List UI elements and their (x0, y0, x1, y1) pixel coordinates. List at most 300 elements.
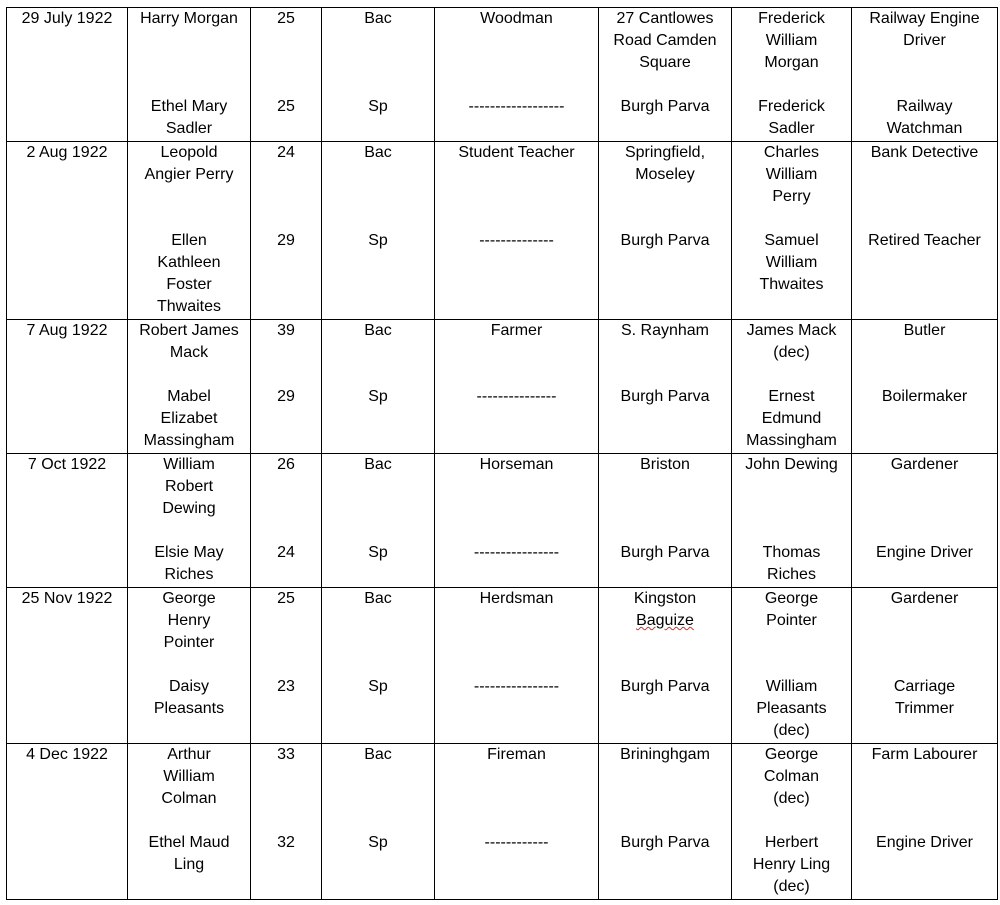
age-cell (251, 8, 322, 142)
line-spacer (437, 74, 596, 96)
line-spacer (253, 610, 319, 632)
bride-father-occupation-line: Boilermaker (881, 388, 968, 405)
marriage-date: 7 Oct 1922 (27, 456, 107, 473)
condition-cell (322, 744, 435, 900)
bride-father-occupation-line: Trimmer (895, 700, 954, 717)
bride-residence-line: Burgh Parva (620, 678, 710, 695)
groom-name (130, 8, 248, 30)
line-spacer (854, 186, 995, 208)
condition-cell (322, 454, 435, 588)
line-spacer (437, 52, 596, 74)
line-spacer (854, 766, 995, 788)
name-cell (128, 320, 251, 454)
groom-condition (324, 744, 432, 766)
marriage-date-cell (7, 588, 128, 744)
groom-father (734, 8, 849, 74)
line-spacer (130, 30, 248, 52)
groom-condition (324, 8, 432, 30)
bride-father (734, 542, 849, 586)
bride-condition (324, 832, 432, 854)
line-spacer (437, 654, 596, 676)
groom-father-line: John Dewing (745, 456, 838, 473)
bride-father-occupation-line: Watchman (886, 120, 963, 137)
marriage-register-table (6, 7, 998, 900)
bride-condition-line: Sp (368, 232, 388, 249)
bride-name (130, 386, 248, 452)
father-name-cell (732, 454, 852, 588)
bride-occupation-line: ------------------ (468, 98, 565, 115)
groom-residence-line: Road Camden (613, 32, 717, 49)
bride-age (253, 230, 319, 252)
bride-name-line: Pleasants (153, 700, 225, 717)
line-spacer (324, 520, 432, 542)
line-spacer (734, 632, 849, 654)
groom-age (253, 8, 319, 30)
bride-father-line: William (765, 678, 818, 695)
line-spacer (854, 476, 995, 498)
line-spacer (324, 74, 432, 96)
groom-father-line: George (764, 590, 819, 607)
line-spacer (437, 208, 596, 230)
bride-residence (601, 386, 729, 408)
bride-age (253, 386, 319, 408)
groom-father (734, 588, 849, 632)
groom-father-occupation-line: Railway Engine (869, 10, 980, 27)
bride-name-line: Thwaites (156, 298, 222, 315)
line-spacer (253, 52, 319, 74)
groom-father-occupation-line: Bank Detective (870, 144, 979, 161)
bride-residence-line: Burgh Parva (620, 388, 710, 405)
groom-father-occupation (854, 8, 995, 52)
groom-name-line: Harry Morgan (140, 10, 238, 27)
groom-residence (601, 320, 729, 342)
groom-occupation (437, 320, 596, 342)
line-spacer (130, 520, 248, 542)
line-spacer (854, 498, 995, 520)
groom-condition-line: Bac (364, 322, 392, 339)
groom-father-occupation (854, 454, 995, 476)
groom-residence-line: Baguize (636, 612, 694, 629)
line-spacer (324, 654, 432, 676)
line-spacer (437, 610, 596, 632)
groom-name-line: Dewing (162, 500, 216, 517)
line-spacer (437, 788, 596, 810)
bride-father-line: (dec) (773, 722, 810, 739)
bride-father (734, 386, 849, 452)
bride-condition-line: Sp (368, 98, 388, 115)
bride-occupation (437, 386, 596, 408)
line-spacer (854, 342, 995, 364)
bride-father-occupation-line: Railway (896, 98, 953, 115)
name-cell (128, 744, 251, 900)
line-spacer (253, 810, 319, 832)
line-spacer (130, 810, 248, 832)
age-cell (251, 744, 322, 900)
line-spacer (324, 766, 432, 788)
groom-age-line: 25 (277, 590, 295, 607)
groom-father-line: (dec) (773, 344, 810, 361)
bride-age (253, 542, 319, 564)
bride-age-line: 32 (277, 834, 295, 851)
groom-residence-line: Square (639, 54, 691, 71)
bride-father (734, 676, 849, 742)
groom-age-line: 33 (277, 746, 295, 763)
occupation-cell (435, 8, 599, 142)
line-spacer (130, 654, 248, 676)
bride-father-line: Edmund (761, 410, 822, 427)
marriage-date-cell (7, 744, 128, 900)
bride-name-line: Riches (164, 566, 214, 583)
line-spacer (253, 364, 319, 386)
bride-father-line: Henry Ling (752, 856, 831, 873)
bride-name-line: Foster (166, 276, 212, 293)
line-spacer (854, 654, 995, 676)
bride-name-line: Kathleen (157, 254, 221, 271)
groom-father-line: William (765, 32, 818, 49)
bride-name-line: Ethel Mary (150, 98, 228, 115)
bride-father-occupation-line: Retired Teacher (868, 232, 981, 249)
line-spacer (130, 364, 248, 386)
bride-condition-line: Sp (368, 388, 388, 405)
bride-age-line: 24 (277, 544, 295, 561)
line-spacer (734, 208, 849, 230)
groom-residence (601, 8, 729, 74)
bride-residence (601, 676, 729, 698)
line-spacer (734, 476, 849, 498)
groom-residence (601, 454, 729, 476)
bride-occupation (437, 230, 596, 252)
register-row (7, 588, 998, 744)
register-row (7, 454, 998, 588)
line-spacer (854, 520, 995, 542)
father-name-cell (732, 320, 852, 454)
groom-condition-line: Bac (364, 456, 392, 473)
bride-condition (324, 542, 432, 564)
bride-name-line: Ethel Maud (148, 834, 230, 851)
groom-name-line: William (163, 456, 215, 473)
bride-occupation (437, 96, 596, 118)
bride-condition-line: Sp (368, 678, 388, 695)
father-occupation-cell (852, 588, 998, 744)
line-spacer (734, 74, 849, 96)
bride-name-line: Mabel (167, 388, 211, 405)
line-spacer (854, 208, 995, 230)
marriage-date: 2 Aug 1922 (26, 144, 108, 161)
name-cell (128, 588, 251, 744)
register-row (7, 320, 998, 454)
groom-age-line: 26 (277, 456, 295, 473)
line-spacer (253, 654, 319, 676)
line-spacer (601, 74, 729, 96)
line-spacer (854, 632, 995, 654)
line-spacer (854, 52, 995, 74)
bride-father-line: Pleasants (756, 700, 827, 717)
line-spacer (854, 810, 995, 832)
occupation-cell (435, 454, 599, 588)
line-spacer (437, 632, 596, 654)
bride-name-line: Sadler (165, 120, 213, 137)
groom-name-line: Robert James (139, 322, 239, 339)
bride-name (130, 230, 248, 318)
residence-cell (599, 744, 732, 900)
line-spacer (130, 208, 248, 230)
line-spacer (437, 342, 596, 364)
line-spacer (253, 476, 319, 498)
groom-father-occupation-line: Farm Labourer (871, 746, 978, 763)
father-occupation-cell (852, 8, 998, 142)
bride-father (734, 230, 849, 296)
groom-name-line: Leopold (160, 144, 218, 161)
groom-condition (324, 588, 432, 610)
groom-father-line: George (764, 746, 819, 763)
bride-residence-line: Burgh Parva (620, 232, 710, 249)
groom-name-line: Henry (167, 612, 211, 629)
residence-cell (599, 142, 732, 320)
groom-residence-line: S. Raynham (620, 322, 710, 339)
groom-condition (324, 454, 432, 476)
line-spacer (253, 766, 319, 788)
father-occupation-cell (852, 454, 998, 588)
register-body (7, 8, 998, 900)
groom-age (253, 744, 319, 766)
groom-residence-line: Brininghgam (620, 746, 710, 763)
line-spacer (437, 364, 596, 386)
groom-age-line: 39 (277, 322, 295, 339)
groom-age (253, 320, 319, 342)
residence-cell (599, 320, 732, 454)
bride-name-line: Daisy (168, 678, 209, 695)
line-spacer (437, 498, 596, 520)
line-spacer (854, 364, 995, 386)
groom-residence-line: Kingston (633, 590, 697, 607)
occupation-cell (435, 320, 599, 454)
bride-father-occupation (854, 542, 995, 564)
line-spacer (854, 164, 995, 186)
groom-residence (601, 588, 729, 632)
groom-father-occupation-line: Butler (903, 322, 946, 339)
bride-father-line: Sadler (768, 120, 815, 137)
bride-condition (324, 230, 432, 252)
bride-father-occupation (854, 96, 995, 140)
groom-father-line: Colman (763, 768, 820, 785)
bride-age (253, 96, 319, 118)
bride-name-line: Ellen (171, 232, 207, 249)
line-spacer (324, 186, 432, 208)
groom-condition (324, 142, 432, 164)
groom-name-line: Colman (161, 790, 217, 807)
bride-age-line: 25 (277, 98, 295, 115)
line-spacer (130, 186, 248, 208)
bride-occupation-line: -------------- (479, 232, 554, 249)
line-spacer (437, 766, 596, 788)
line-spacer (734, 520, 849, 542)
bride-father-line: Ernest (768, 388, 815, 405)
bride-father-occupation (854, 676, 995, 720)
line-spacer (601, 810, 729, 832)
groom-condition-line: Bac (364, 10, 392, 27)
bride-name-line: Elsie May (154, 544, 224, 561)
bride-occupation-line: --------------- (476, 388, 557, 405)
line-spacer (601, 520, 729, 542)
condition-cell (322, 8, 435, 142)
bride-father-occupation (854, 832, 995, 854)
groom-residence (601, 744, 729, 766)
groom-name-line: Robert (164, 478, 214, 495)
groom-name (130, 588, 248, 654)
bride-condition (324, 96, 432, 118)
bride-name (130, 96, 248, 140)
bride-occupation-line: ------------ (484, 834, 549, 851)
groom-name-line: Angier Perry (144, 166, 234, 183)
occupation-cell (435, 142, 599, 320)
bride-age-line: 23 (277, 678, 295, 695)
line-spacer (253, 342, 319, 364)
line-spacer (253, 164, 319, 186)
line-spacer (601, 788, 729, 810)
marriage-date: 29 July 1922 (21, 10, 113, 27)
bride-father-line: (dec) (773, 878, 810, 895)
bride-age-line: 29 (277, 232, 295, 249)
line-spacer (130, 52, 248, 74)
groom-father (734, 142, 849, 208)
groom-occupation (437, 454, 596, 476)
line-spacer (437, 30, 596, 52)
groom-father-occupation (854, 588, 995, 610)
register-row (7, 744, 998, 900)
bride-father-line: Thwaites (759, 276, 824, 293)
groom-condition-line: Bac (364, 590, 392, 607)
groom-name-line: Mack (169, 344, 209, 361)
father-name-cell (732, 142, 852, 320)
line-spacer (437, 186, 596, 208)
line-spacer (324, 498, 432, 520)
groom-occupation-line: Herdsman (479, 590, 554, 607)
bride-occupation-line: ---------------- (473, 544, 560, 561)
bride-father-occupation-line: Engine Driver (876, 834, 973, 851)
groom-father-line: Frederick (758, 10, 825, 27)
name-cell (128, 142, 251, 320)
bride-name (130, 542, 248, 586)
bride-occupation (437, 832, 596, 854)
line-spacer (601, 654, 729, 676)
condition-cell (322, 320, 435, 454)
line-spacer (601, 364, 729, 386)
groom-occupation-line: Horseman (479, 456, 554, 473)
marriage-date: 4 Dec 1922 (26, 746, 108, 763)
bride-residence-line: Burgh Parva (620, 544, 710, 561)
line-spacer (253, 498, 319, 520)
line-spacer (601, 498, 729, 520)
groom-father (734, 320, 849, 364)
groom-father-line: Charles (763, 144, 820, 161)
line-spacer (437, 810, 596, 832)
groom-father-line: Morgan (764, 54, 819, 71)
groom-name-line: William (163, 768, 215, 785)
line-spacer (324, 476, 432, 498)
age-cell (251, 588, 322, 744)
groom-occupation (437, 588, 596, 610)
marriage-date-cell (7, 8, 128, 142)
groom-occupation-line: Woodman (480, 10, 553, 27)
groom-occupation (437, 142, 596, 164)
bride-father-line: Thomas (762, 544, 821, 561)
line-spacer (601, 342, 729, 364)
line-spacer (324, 610, 432, 632)
marriage-date-cell (7, 454, 128, 588)
groom-father-occupation (854, 142, 995, 164)
line-spacer (324, 810, 432, 832)
line-spacer (854, 788, 995, 810)
groom-condition-line: Bac (364, 746, 392, 763)
line-spacer (253, 788, 319, 810)
bride-name-line: Elizabet (160, 410, 218, 427)
residence-cell (599, 588, 732, 744)
groom-age-line: 24 (277, 144, 295, 161)
bride-condition (324, 676, 432, 698)
line-spacer (324, 364, 432, 386)
marriage-date: 7 Aug 1922 (26, 322, 108, 339)
father-name-cell (732, 744, 852, 900)
bride-condition-line: Sp (368, 544, 388, 561)
groom-father (734, 744, 849, 810)
bride-father-line: Riches (767, 566, 816, 583)
age-cell (251, 142, 322, 320)
bride-father-occupation-line: Engine Driver (876, 544, 973, 561)
bride-age (253, 676, 319, 698)
groom-age (253, 454, 319, 476)
bride-age-line: 29 (277, 388, 295, 405)
groom-occupation-line: Farmer (490, 322, 543, 339)
line-spacer (253, 520, 319, 542)
name-cell (128, 454, 251, 588)
bride-name (130, 676, 248, 720)
line-spacer (734, 364, 849, 386)
groom-occupation-line: Fireman (487, 746, 546, 763)
groom-name (130, 142, 248, 186)
marriage-date-cell (7, 142, 128, 320)
line-spacer (437, 476, 596, 498)
condition-cell (322, 142, 435, 320)
bride-father-line: William (765, 254, 818, 271)
line-spacer (253, 74, 319, 96)
bride-occupation (437, 676, 596, 698)
line-spacer (601, 766, 729, 788)
groom-residence-line: Briston (640, 456, 690, 473)
bride-residence (601, 542, 729, 564)
line-spacer (324, 52, 432, 74)
groom-occupation (437, 744, 596, 766)
groom-father-line: William (765, 166, 818, 183)
groom-residence-line: 27 Cantlowes (616, 10, 714, 27)
bride-name-line: Massingham (143, 432, 235, 449)
groom-occupation-line: Student Teacher (458, 144, 575, 161)
bride-father-line: Massingham (746, 432, 837, 449)
groom-father-occupation (854, 744, 995, 766)
marriage-date-cell (7, 320, 128, 454)
line-spacer (253, 30, 319, 52)
groom-age (253, 588, 319, 610)
groom-occupation (437, 8, 596, 30)
groom-father-line: James Mack (746, 322, 837, 339)
line-spacer (601, 186, 729, 208)
groom-name-line: Pointer (163, 634, 215, 651)
residence-cell (599, 454, 732, 588)
bride-father-occupation (854, 230, 995, 252)
bride-father-line: Herbert (764, 834, 819, 851)
bride-occupation-line: ---------------- (473, 678, 560, 695)
line-spacer (601, 632, 729, 654)
name-cell (128, 8, 251, 142)
